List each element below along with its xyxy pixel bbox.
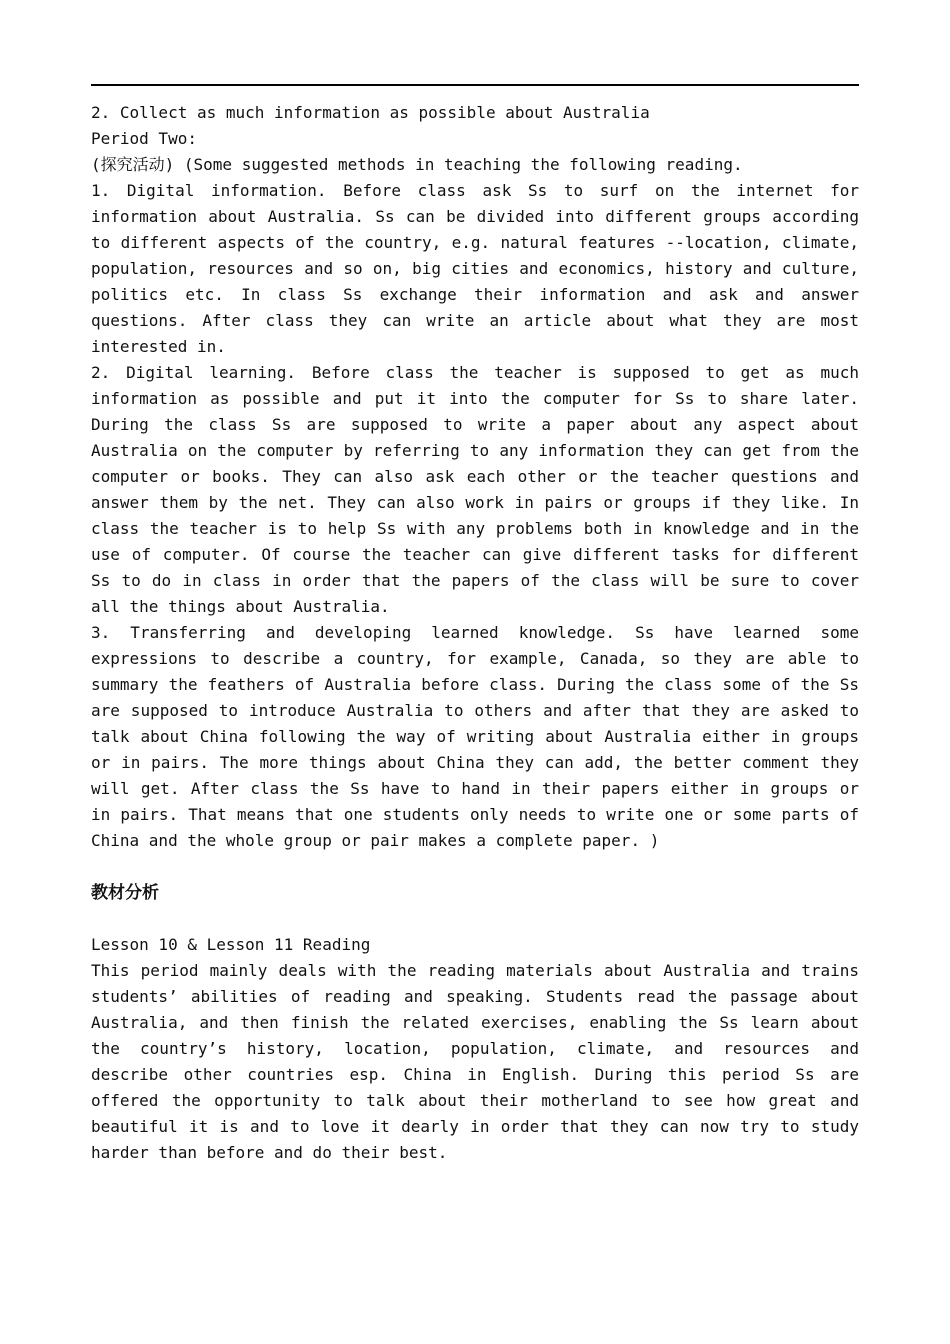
method-digital-information: 1. Digital information. Before class ask Ss to surf on the internet for information about Australia. Ss can be divided into different groups according to different aspects of the country, e.g. natural features --location, climate, population, resources and so on, big cities and economics, history and culture, politics etc. In class Ss exchange their information and ask and answer questions. After class they can write an article about what they are most interested in. [91, 181, 859, 356]
methods-note: (探究活动) (Some suggested methods in teaching the following reading. [91, 155, 743, 174]
collect-info-item: 2. Collect as much information as possible about Australia [91, 103, 650, 122]
analysis-paragraph: This period mainly deals with the reading materials about Australia and trains students’ abilities of reading and speaking. Students read the passage about Australia, and then finish the related exercises, enabling the Ss learn about the country’s history, location, population, climate, and resources and describe other countries esp. China in English. During this period Ss are offered the opportunity to talk about their motherland to see how great and beautiful it is and to love it dearly in order that they can now try to study harder than before and do their best. [91, 961, 859, 1162]
method-transferring-knowledge: 3. Transferring and developing learned knowledge. Ss have learned some expressions to describe a country, for example, Canada, so they are able to summary the feathers of Australia before class. During the class some of the Ss are supposed to introduce Australia to others and after that they are asked to talk about China following the way of writing about Australia either in groups or in pairs. The more things about China they can add, the better comment they will get. After class the Ss have to hand in their papers either in groups or in pairs. That means that one students only needs to write one or some parts of China and the whole group or pair makes a complete paper. ) [91, 623, 859, 850]
lesson-title: Lesson 10 & Lesson 11 Reading [91, 935, 371, 954]
header-rule [91, 84, 859, 86]
spacer [91, 854, 859, 880]
method-digital-learning: 2. Digital learning. Before class the teacher is supposed to get as much information as possible and put it into the computer for Ss to share later. During the class Ss are supposed to write a paper about any aspect about Australia on the computer by referring to any information they can get from the computer or books. They can also ask each other or the teacher questions and answer them by the net. They can also work in pairs or groups if they like. In class the teacher is to help Ss with any problems both in knowledge and in the use of computer. Of course the teacher can give different tasks for different Ss to do in class in order that the papers of the class will be sure to cover all the things about Australia. [91, 363, 859, 616]
period-label: Period Two: [91, 129, 197, 148]
section-heading: 教材分析 [91, 883, 159, 903]
document-body [91, 100, 859, 1166]
spacer [91, 906, 859, 932]
